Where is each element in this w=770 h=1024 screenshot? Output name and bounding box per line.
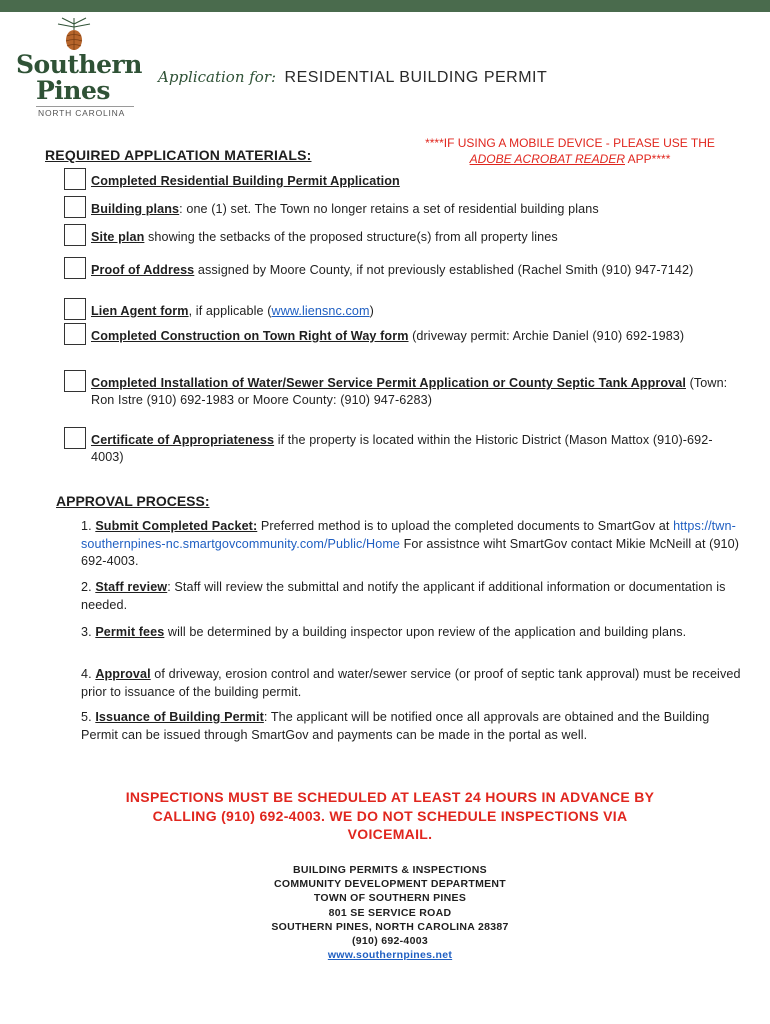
item-label: Completed Installation of Water/Sewer Service Permit Application or County Septic Tank Approval: [91, 376, 686, 390]
footer-city: SOUTHERN PINES, NORTH CAROLINA 28387: [271, 920, 509, 933]
website-link[interactable]: www.southernpines.net: [327, 949, 453, 962]
warning-line: CALLING (910) 692-4003. WE DO NOT SCHEDULE INSPECTIONS VIA: [152, 807, 628, 824]
step-text: Preferred method is to upload the completed documents to SmartGov at: [257, 519, 674, 533]
title-main: RESIDENTIAL BUILDING PERMIT: [284, 69, 548, 86]
item-text: , if applicable (: [188, 304, 272, 318]
top-color-bar: [0, 0, 770, 12]
approval-step: [81, 579, 746, 614]
item-text: ): [369, 304, 374, 318]
step-number: 2.: [81, 580, 92, 594]
checkbox-appropriateness[interactable]: [64, 427, 86, 449]
mobile-device-note: [380, 135, 760, 167]
mobile-note-line1: ****IF USING A MOBILE DEVICE - PLEASE USE THE: [425, 136, 715, 150]
footer-dept: BUILDING PERMITS & INSPECTIONS: [293, 864, 487, 876]
item-text: : one (1) set. The Town no longer retains a set of residential building plans: [179, 202, 599, 216]
step-text: of driveway, erosion control and water/sewer service (or proof of septic tank approval) must be received prior to issuance of the building permit.: [81, 667, 741, 699]
title-prefix: Application for:: [158, 68, 277, 86]
item-label: Building plans: [91, 202, 180, 216]
liensnc-link[interactable]: www.liensnc.com: [271, 304, 370, 318]
item-text: showing the setbacks of the proposed structure(s) from all property lines: [144, 230, 558, 244]
checkbox-proof-of-address[interactable]: [64, 257, 86, 279]
footer-dept: COMMUNITY DEVELOPMENT DEPARTMENT: [273, 878, 507, 891]
step-text: will be determined by a building inspector upon review of the application and building plans.: [164, 625, 687, 639]
mobile-note-reader: ADOBE ACROBAT READER: [469, 152, 625, 166]
item-text: (driveway permit: Archie Daniel (910) 692-1983): [408, 329, 685, 343]
approval-step: [81, 666, 746, 701]
required-materials-heading: REQUIRED APPLICATION MATERIALS:: [45, 147, 312, 163]
checkbox-site-plan[interactable]: [64, 224, 86, 246]
item-label: Completed Residential Building Permit Application: [91, 174, 400, 188]
item-label: Certificate of Appropriateness: [91, 433, 275, 447]
step-number: 1.: [81, 519, 92, 533]
step-text: : The applicant will be notified once all approvals are obtained and the Building Permit can be issued through SmartGov and payments can be made in the portal as well.: [81, 710, 710, 742]
item-label: Lien Agent form: [91, 304, 189, 318]
checkbox-right-of-way[interactable]: [64, 323, 86, 345]
page-title: [158, 68, 547, 87]
item-label: Site plan: [91, 230, 145, 244]
step-label: Staff review: [95, 580, 168, 594]
step-label: Permit fees: [95, 625, 165, 639]
step-number: 5.: [81, 710, 92, 724]
approval-step: [81, 709, 746, 744]
step-label: Issuance of Building Permit: [95, 710, 264, 724]
pinecone-icon: [52, 16, 96, 52]
inspection-warning: [80, 788, 700, 844]
approval-step: [81, 518, 746, 571]
contact-footer: [190, 863, 590, 962]
item-text: (Town: Ron Istre (910) 692-1983 or Moore County: (910) 947-6283): [91, 376, 728, 407]
step-label: Submit Completed Packet:: [95, 519, 258, 533]
warning-line: VOICEMAIL.: [347, 826, 433, 842]
warning-line: INSPECTIONS MUST BE SCHEDULED AT LEAST 24 HOURS IN ADVANCE BY: [125, 789, 655, 805]
item-label: Proof of Address: [91, 263, 195, 277]
approval-step: [81, 624, 746, 642]
checkbox-lien-agent[interactable]: [64, 298, 86, 320]
checkbox-application[interactable]: [64, 168, 86, 190]
southern-pines-logo: [14, 14, 142, 118]
item-label: Completed Construction on Town Right of Way form: [91, 329, 409, 343]
item-text: if the property is located within the Historic District (Mason Mattox (910)-692-4003): [91, 433, 713, 464]
step-number: 3.: [81, 625, 92, 639]
footer-street: 801 SE SERVICE ROAD: [328, 906, 452, 919]
approval-process-heading: APPROVAL PROCESS:: [56, 493, 210, 509]
footer-town: TOWN OF SOUTHERN PINES: [313, 892, 467, 905]
step-number: 4.: [81, 667, 92, 681]
item-text: assigned by Moore County, if not previously established (Rachel Smith (910) 947-7142): [194, 263, 694, 277]
step-text: For assistnce wiht SmartGov contact Mikie McNeill at (910) 692-4003.: [81, 536, 740, 568]
logo-divider: [36, 106, 134, 107]
step-label: Approval: [95, 667, 151, 681]
step-text: : Staff will review the submittal and notify the applicant if additional information or documentation is needed.: [81, 580, 726, 612]
footer-phone: (910) 692-4003: [351, 935, 428, 948]
checkbox-water-sewer[interactable]: [64, 370, 86, 392]
logo-state: NORTH CAROLINA: [38, 108, 126, 118]
logo-word-pines: Pines: [36, 76, 110, 105]
mobile-note-suffix: APP****: [625, 152, 671, 166]
logo-word-southern: Southern: [16, 50, 142, 79]
checkbox-building-plans[interactable]: [64, 196, 86, 218]
smartgov-link[interactable]: https://twn-southernpines-nc.smartgovcommunity.com/Public/Home: [81, 519, 736, 551]
